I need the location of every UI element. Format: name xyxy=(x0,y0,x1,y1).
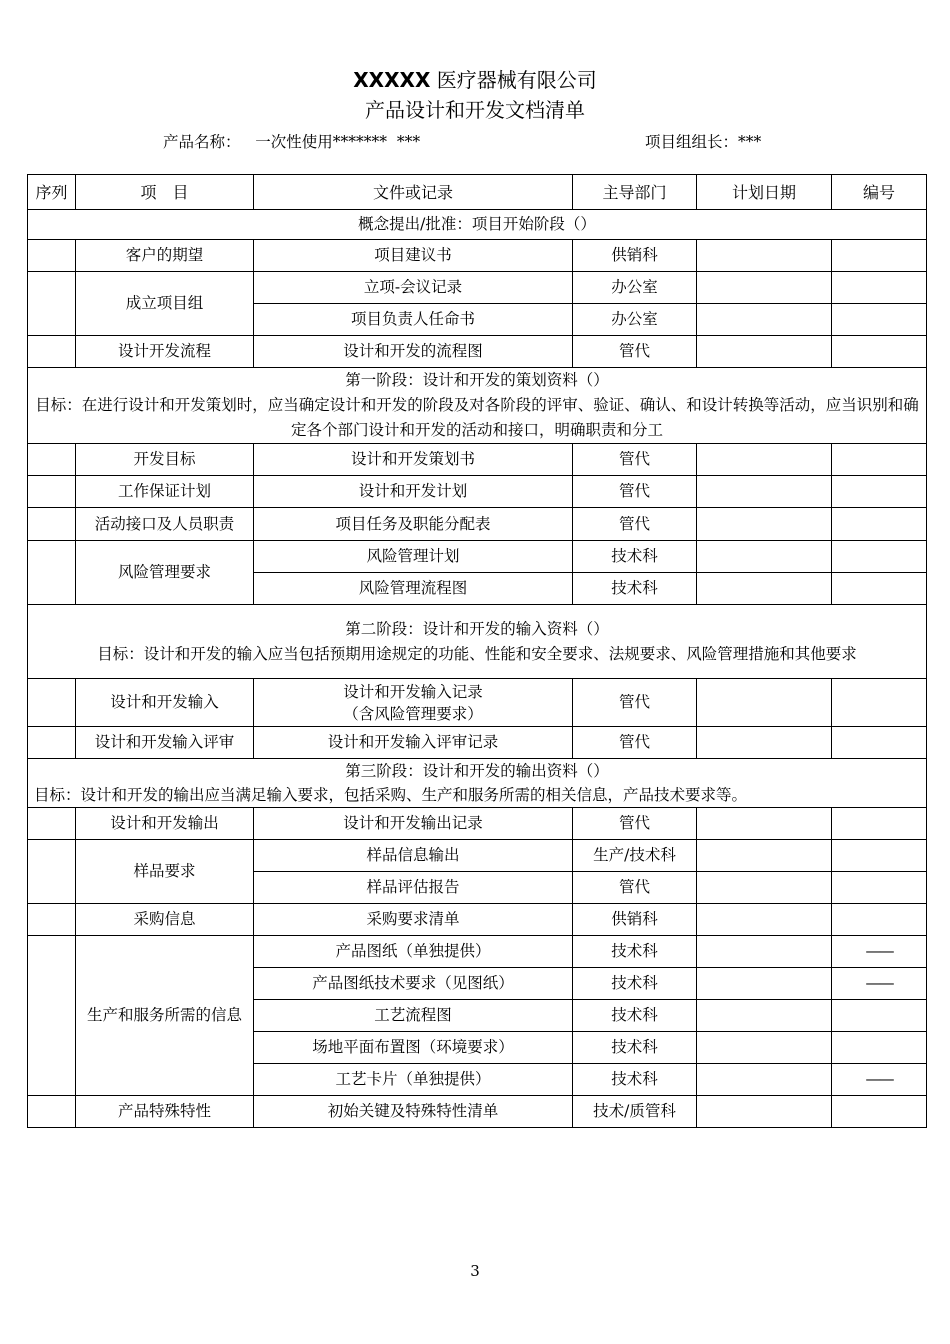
document-cell: 场地平面布置图（环境要求） xyxy=(254,1032,573,1064)
date-cell xyxy=(697,1000,832,1032)
department-cell: 管代 xyxy=(573,808,697,840)
department-cell: 技术科 xyxy=(573,968,697,1000)
item-cell: 设计和开发输入评审 xyxy=(76,727,254,759)
document-cell: 设计和开发输出记录 xyxy=(254,808,573,840)
seq-cell xyxy=(28,727,76,759)
table-row xyxy=(28,936,927,968)
seq-cell xyxy=(28,444,76,476)
document-cell: 产品图纸（单独提供） xyxy=(254,936,573,968)
table-row xyxy=(28,1096,927,1128)
department-cell: 管代 xyxy=(573,679,697,727)
seq-cell xyxy=(28,541,76,605)
code-cell xyxy=(832,444,927,476)
header-document: 文件或记录 xyxy=(254,175,573,210)
code-cell xyxy=(832,904,927,936)
page-number: 3 xyxy=(470,1262,480,1280)
date-cell xyxy=(697,444,832,476)
document-title: 产品设计和开发文档清单 xyxy=(365,98,585,122)
item-cell: 生产和服务所需的信息 xyxy=(76,936,254,1096)
department-cell: 供销科 xyxy=(573,240,697,272)
item-cell: 成立项目组 xyxy=(76,272,254,336)
document-cell: 产品图纸技术要求（见图纸） xyxy=(254,968,573,1000)
table-row xyxy=(28,444,927,476)
product-name-line xyxy=(163,131,420,153)
seq-cell xyxy=(28,336,76,368)
code-cell xyxy=(832,808,927,840)
department-cell: 管代 xyxy=(573,476,697,508)
document-cell: 样品评估报告 xyxy=(254,872,573,904)
table-row xyxy=(28,336,927,368)
date-cell xyxy=(697,904,832,936)
date-cell xyxy=(697,936,832,968)
date-cell xyxy=(697,679,832,727)
item-cell: 风险管理要求 xyxy=(76,541,254,605)
table-row xyxy=(28,272,927,304)
product-value: 一次性使用******* *** xyxy=(255,133,421,151)
code-cell xyxy=(832,272,927,304)
department-cell: 技术科 xyxy=(573,936,697,968)
stage2-goal: 目标：设计和开发的输入应当包括预期用途规定的功能、性能和安全要求、法规要求、风险管理措施和其他要求 xyxy=(97,644,857,663)
code-cell xyxy=(832,727,927,759)
item-cell: 客户的期望 xyxy=(76,240,254,272)
seq-cell xyxy=(28,679,76,727)
date-cell xyxy=(697,968,832,1000)
table-row xyxy=(28,541,927,573)
code-cell xyxy=(832,1000,927,1032)
stage2-block xyxy=(28,605,927,679)
company-name: 医疗器械有限公司 xyxy=(436,68,597,92)
document-cell: 立项-会议记录 xyxy=(254,272,573,304)
leader-label: 项目组组长： xyxy=(645,133,739,151)
stage-row xyxy=(28,759,927,808)
seq-cell xyxy=(28,508,76,541)
document-cell: 风险管理计划 xyxy=(254,541,573,573)
date-cell xyxy=(697,508,832,541)
leader-line xyxy=(645,131,761,153)
table-row xyxy=(28,508,927,541)
item-cell: 样品要求 xyxy=(76,840,254,904)
table-row xyxy=(28,476,927,508)
table-row xyxy=(28,808,927,840)
seq-cell xyxy=(28,904,76,936)
document-cell: 工艺流程图 xyxy=(254,1000,573,1032)
document-cell: 项目负责人任命书 xyxy=(254,304,573,336)
stage3-goal: 目标：设计和开发的输出应当满足输入要求，包括采购、生产和服务所需的相关信息，产品技术要求等。 xyxy=(34,786,748,804)
document-cell xyxy=(254,679,573,727)
department-cell: 技术科 xyxy=(573,573,697,605)
date-cell xyxy=(697,1032,832,1064)
stage0-title: 概念提出/批准：项目开始阶段（） xyxy=(28,210,927,240)
document-cell: 工艺卡片（单独提供） xyxy=(254,1064,573,1096)
item-cell: 设计和开发输入 xyxy=(76,679,254,727)
header-seq: 序列 xyxy=(28,175,76,210)
date-cell xyxy=(697,541,832,573)
stage1-goal: 目标：在进行设计和开发策划时，应当确定设计和开发的阶段及对各阶段的评审、验证、确认、和设计转换等活动，应当识别和确定各个部门设计和开发的活动和接口，明确职责和分工 xyxy=(35,396,919,439)
date-cell xyxy=(697,1064,832,1096)
code-cell: —— xyxy=(832,1064,927,1096)
code-cell xyxy=(832,476,927,508)
document-cell: 风险管理流程图 xyxy=(254,573,573,605)
company-title xyxy=(0,66,950,94)
code-cell xyxy=(832,508,927,541)
department-cell: 技术科 xyxy=(573,1032,697,1064)
date-cell xyxy=(697,727,832,759)
table-row xyxy=(28,679,927,727)
seq-cell xyxy=(28,476,76,508)
department-cell: 管代 xyxy=(573,872,697,904)
seq-cell xyxy=(28,1096,76,1128)
date-cell xyxy=(697,840,832,872)
header-item: 项 目 xyxy=(76,175,254,210)
stage-row xyxy=(28,368,927,444)
seq-cell xyxy=(28,240,76,272)
department-cell: 技术科 xyxy=(573,541,697,573)
code-cell xyxy=(832,840,927,872)
seq-cell xyxy=(28,936,76,1096)
table-header-row xyxy=(28,175,927,210)
code-cell xyxy=(832,541,927,573)
date-cell xyxy=(697,872,832,904)
department-cell: 生产/技术科 xyxy=(573,840,697,872)
table-row xyxy=(28,727,927,759)
company-brand: XXXXX xyxy=(353,68,431,92)
stage3-block xyxy=(28,759,927,808)
product-label: 产品名称： xyxy=(163,133,241,151)
department-cell: 管代 xyxy=(573,727,697,759)
header-plan-date: 计划日期 xyxy=(697,175,832,210)
table-row xyxy=(28,904,927,936)
item-cell: 采购信息 xyxy=(76,904,254,936)
department-cell: 办公室 xyxy=(573,304,697,336)
header-department: 主导部门 xyxy=(573,175,697,210)
code-cell xyxy=(832,336,927,368)
stage3-title: 第三阶段：设计和开发的输出资料（） xyxy=(345,762,609,780)
date-cell xyxy=(697,476,832,508)
code-cell: —— xyxy=(832,968,927,1000)
item-cell: 活动接口及人员职责 xyxy=(76,508,254,541)
stage1-title: 第一阶段：设计和开发的策划资料（） xyxy=(345,371,609,389)
date-cell xyxy=(697,272,832,304)
code-cell xyxy=(832,240,927,272)
leader-value: *** xyxy=(738,133,762,151)
document-cell: 项目建议书 xyxy=(254,240,573,272)
department-cell: 技术科 xyxy=(573,1000,697,1032)
item-cell: 设计开发流程 xyxy=(76,336,254,368)
department-cell: 管代 xyxy=(573,444,697,476)
department-cell: 供销科 xyxy=(573,904,697,936)
code-cell xyxy=(832,1032,927,1064)
code-cell xyxy=(832,1096,927,1128)
department-cell: 管代 xyxy=(573,336,697,368)
document-cell: 设计和开发的流程图 xyxy=(254,336,573,368)
date-cell xyxy=(697,573,832,605)
item-cell: 工作保证计划 xyxy=(76,476,254,508)
document-cell: 采购要求清单 xyxy=(254,904,573,936)
document-cell: 设计和开发计划 xyxy=(254,476,573,508)
date-cell xyxy=(697,1096,832,1128)
seq-cell xyxy=(28,808,76,840)
stage-row xyxy=(28,605,927,679)
date-cell xyxy=(697,304,832,336)
document-checklist-table xyxy=(27,174,927,1128)
table-row xyxy=(28,840,927,872)
code-cell xyxy=(832,679,927,727)
stage1-block xyxy=(28,368,927,444)
code-cell xyxy=(832,304,927,336)
stage2-title: 第二阶段：设计和开发的输入资料（） xyxy=(345,619,609,638)
department-cell: 办公室 xyxy=(573,272,697,304)
item-cell: 产品特殊特性 xyxy=(76,1096,254,1128)
header-code: 编号 xyxy=(832,175,927,210)
code-cell xyxy=(832,573,927,605)
document-cell: 初始关键及特殊特性清单 xyxy=(254,1096,573,1128)
code-cell: —— xyxy=(832,936,927,968)
date-cell xyxy=(697,336,832,368)
item-cell: 开发目标 xyxy=(76,444,254,476)
table-row xyxy=(28,240,927,272)
document-cell: 样品信息输出 xyxy=(254,840,573,872)
document-line-1: 设计和开发输入记录 xyxy=(343,682,483,701)
department-cell: 技术科 xyxy=(573,1064,697,1096)
document-cell: 设计和开发输入评审记录 xyxy=(254,727,573,759)
department-cell: 技术/质管科 xyxy=(573,1096,697,1128)
document-cell: 设计和开发策划书 xyxy=(254,444,573,476)
date-cell xyxy=(697,240,832,272)
seq-cell xyxy=(28,272,76,336)
stage-row xyxy=(28,210,927,240)
item-cell: 设计和开发输出 xyxy=(76,808,254,840)
document-line-2: （含风险管理要求） xyxy=(343,704,483,723)
department-cell: 管代 xyxy=(573,508,697,541)
seq-cell xyxy=(28,840,76,904)
code-cell xyxy=(832,872,927,904)
document-cell: 项目任务及职能分配表 xyxy=(254,508,573,541)
date-cell xyxy=(697,808,832,840)
